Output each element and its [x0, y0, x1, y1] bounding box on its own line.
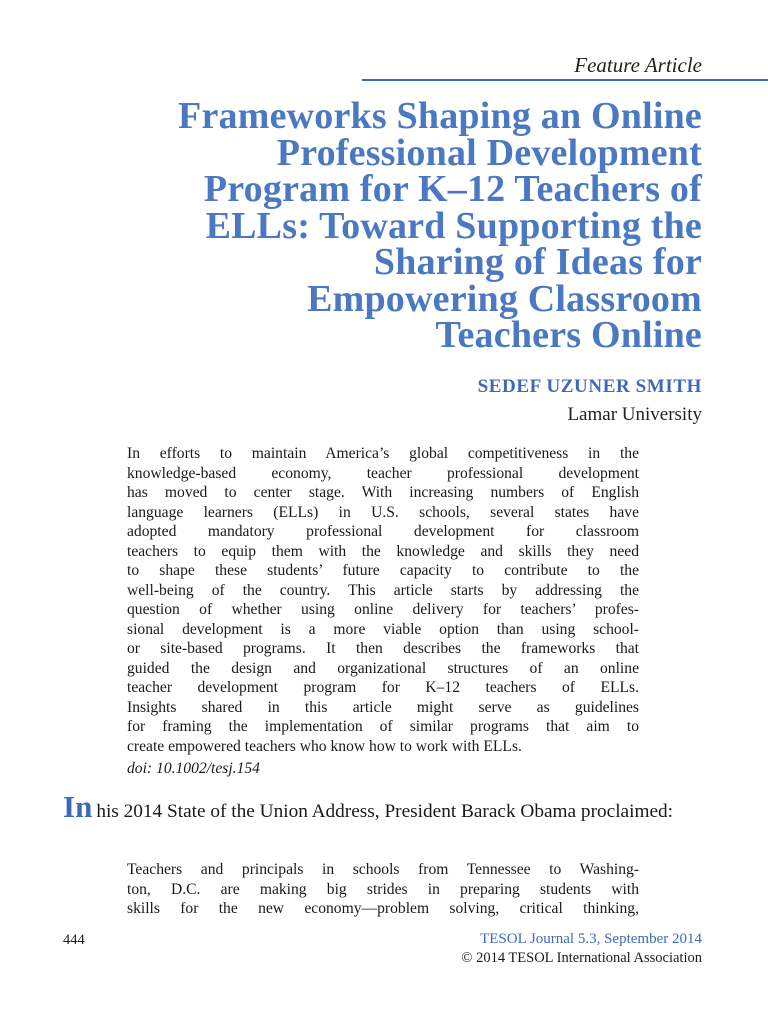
quote-line: Teachers and principals in schools from Tennessee to Washing- [127, 861, 639, 878]
abstract-line: for framing the implementation of similar programs that aim to [127, 718, 639, 735]
intro-paragraph [63, 789, 703, 824]
abstract-line: teacher development program for K–12 teachers of ELLs. [127, 679, 639, 696]
title-line: Sharing of Ideas for [373, 241, 702, 283]
abstract-line: has moved to center stage. With increasing numbers of English [127, 484, 639, 501]
author-name: SEDEF UZUNER SMITH [477, 376, 702, 397]
title-line: ELLs: Toward Supporting the [205, 204, 702, 247]
copyright-notice: © 2014 TESOL International Association [461, 950, 702, 966]
abstract-line: create empowered teachers who know how to work with ELLs. [127, 737, 522, 755]
abstract-line: guided the design and organizational structures of an online [127, 659, 639, 677]
abstract-line: knowledge-based economy, teacher professional development [127, 464, 639, 482]
quote-line: skills for the new economy—problem solving, critical thinking, [127, 900, 639, 917]
block-quote [127, 860, 639, 919]
title-line: Program for K–12 Teachers of [203, 168, 702, 210]
page-number: 444 [63, 932, 85, 948]
abstract-line: In efforts to maintain America’s global competitiveness in the [127, 445, 639, 462]
quote-line: ton, D.C. are making big strides in preparing students with [127, 880, 639, 898]
abstract-line: sional development is a more viable option than using school- [127, 620, 639, 638]
abstract-line: teachers to equip them with the knowledge and skills they need [127, 542, 639, 560]
abstract-line: well-being of the country. This article starts by addressing the [127, 581, 639, 599]
section-label: Feature Article [574, 53, 702, 77]
title-line: Frameworks Shaping an Online [178, 95, 702, 137]
header-rule [362, 79, 768, 81]
title-line: Professional Development [276, 131, 702, 174]
abstract-line: to shape these students’ future capacity to contribute to the [127, 562, 639, 579]
title-line: Teachers Online [435, 314, 702, 356]
abstract-line: language learners (ELLs) in U.S. schools, several states have [127, 503, 639, 521]
abstract-line: question of whether using online delivery for teachers’ profes- [127, 601, 639, 618]
article-title [62, 95, 702, 356]
dropcap: In [63, 789, 93, 824]
title-line: Empowering Classroom [307, 277, 702, 320]
abstract [127, 444, 639, 756]
intro-text: his 2014 State of the Union Address, President Barack Obama proclaimed: [96, 801, 674, 822]
abstract-line: Insights shared in this article might serve as guidelines [127, 698, 639, 716]
doi-link[interactable]: doi: 10.1002/tesj.154 [127, 760, 260, 777]
journal-info: TESOL Journal 5.3, September 2014 [480, 931, 702, 947]
abstract-line: or site-based programs. It then describes the frameworks that [127, 640, 639, 657]
author-affiliation: Lamar University [567, 404, 702, 425]
abstract-line: adopted mandatory professional development for classroom [127, 523, 639, 540]
